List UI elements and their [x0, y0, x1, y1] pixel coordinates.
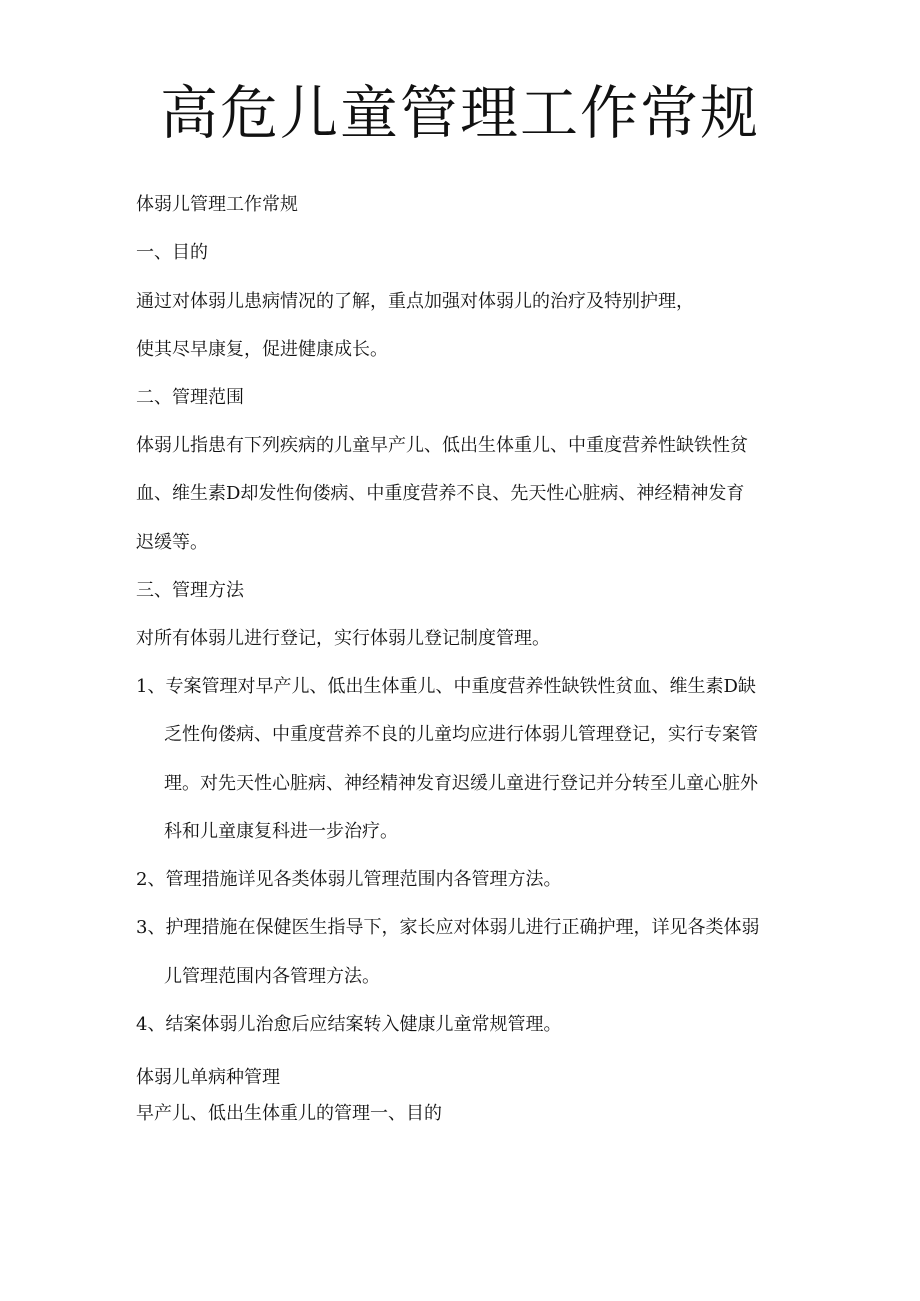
list-item-continuation: 科和儿童康复科进一步治疗。 — [164, 821, 398, 842]
paragraph-line: 对所有体弱儿进行登记，实行体弱儿登记制度管理。 — [136, 628, 550, 649]
subsection-heading: 早产儿、低出生体重儿的管理一、目的 — [136, 1103, 442, 1124]
paragraph-line: 迟缓等。 — [136, 532, 208, 553]
subsection-heading: 二、管理范围 — [136, 387, 244, 408]
list-item: 3、护理措施在保健医生指导下，家长应对体弱儿进行正确护理，详见各类体弱 — [136, 917, 760, 938]
subsection-heading: 一、目的 — [136, 242, 208, 263]
list-item: 1、专案管理对早产儿、低出生体重儿、中重度营养性缺铁性贫血、维生素D缺 — [136, 676, 756, 697]
section-heading: 体弱儿单病种管理 — [136, 1067, 280, 1088]
paragraph-line: 体弱儿指患有下列疾病的儿童早产儿、低出生体重儿、中重度营养性缺铁性贫 — [136, 435, 748, 456]
paragraph-line: 通过对体弱儿患病情况的了解，重点加强对体弱儿的治疗及特别护理， — [136, 291, 694, 312]
list-item: 4、结案体弱儿治愈后应结案转入健康儿童常规管理。 — [136, 1014, 562, 1035]
document-title: 高危儿童管理工作常规 — [159, 79, 760, 147]
list-item-continuation: 理。对先天性心脏病、神经精神发育迟缓儿童进行登记并分转至儿童心脏外 — [164, 773, 758, 794]
list-item: 2、管理措施详见各类体弱儿管理范围内各管理方法。 — [136, 869, 562, 890]
paragraph-line: 血、维生素D却发性佝偻病、中重度营养不良、先天性心脏病、神经精神发育 — [136, 483, 745, 504]
list-item-continuation: 儿管理范围内各管理方法。 — [164, 966, 380, 987]
subsection-heading: 三、管理方法 — [136, 580, 244, 601]
paragraph-line: 使其尽早康复，促进健康成长。 — [136, 339, 388, 360]
list-item-continuation: 乏性佝偻病、中重度营养不良的儿童均应进行体弱儿管理登记，实行专案管 — [164, 724, 758, 745]
section-heading: 体弱儿管理工作常规 — [136, 194, 298, 215]
